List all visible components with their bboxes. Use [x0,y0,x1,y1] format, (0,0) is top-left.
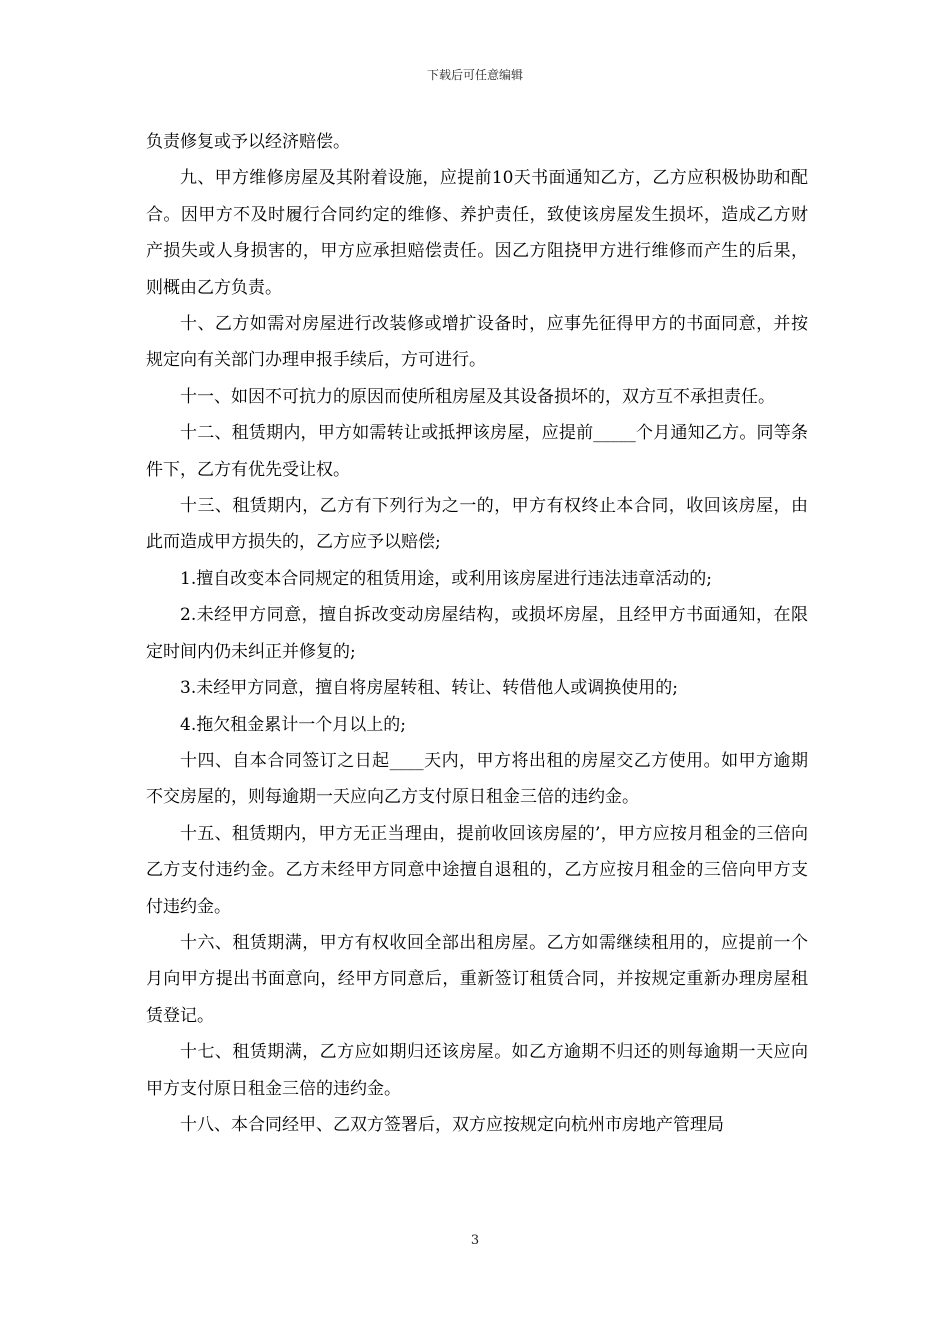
list-item-4: 4.拖欠租金累计一个月以上的; [180,714,406,735]
paragraph-clause-13: 十三、租赁期内，乙方有下列行为之一的，甲方有权终止本合同，收回该房屋，由此而造成甲方损失的，乙方应予以赔偿; [146,496,808,553]
page-header: 下载后可任意编辑 [426,68,523,82]
paragraph-clause-11: 十一、如因不可抗力的原因而使所租房屋及其设备损坏的，双方互不承担责任。 [180,386,775,407]
paragraph-clause-16: 十六、租赁期满，甲方有权收回全部出租房屋。乙方如需继续租用的，应提前一个月向甲方提出书面意向，经甲方同意后，重新签订租赁合同，并按规定重新办理房屋租赁登记。 [146,932,808,1026]
paragraph-clause-15: 十五、租赁期内，甲方无正当理由，提前收回该房屋的’，甲方应按月租金的三倍向乙方支付违约金。乙方未经甲方同意中途擅自退租的，乙方应按月租金的三倍向甲方支付违约金。 [146,823,808,917]
paragraph-clause-17: 十七、租赁期满，乙方应如期归还该房屋。如乙方逾期不归还的则每逾期一天应向甲方支付原日租金三倍的违约金。 [146,1042,808,1099]
page-number: 3 [470,1233,480,1248]
paragraph-clause-18: 十八、本合同经甲、乙双方签署后，双方应按规定向杭州市房地产管理局 [180,1114,724,1135]
paragraph-clause-12: 十二、租赁期内，甲方如需转让或抵押该房屋，应提前_____个月通知乙方。同等条件下，乙方有优先受让权。 [146,423,808,480]
paragraph: 负责修复或予以经济赔偿。 [146,132,350,152]
list-item-1: 1.擅自改变本合同规定的租赁用途，或利用该房屋进行违法违章活动的; [180,568,712,589]
paragraph-clause-10: 十、乙方如需对房屋进行改装修或增扩设备时，应事先征得甲方的书面同意，并按规定向有关部门办理申报手续后，方可进行。 [146,314,808,371]
document-body [146,124,808,1143]
list-item-3: 3.未经甲方同意，擅自将房屋转租、转让、转借他人或调换使用的; [180,678,678,699]
paragraph-clause-9: 九、甲方维修房屋及其附着设施，应提前10天书面通知乙方，乙方应积极协助和配合。因甲方不及时履行合同约定的维修、养护责任，致使该房屋发生损坏，造成乙方财产损失或人身损害的，甲方应承担赔偿责任。因乙方阻挠甲方进行维修而产生的后果，则概由乙方负责。 [146,168,808,298]
list-item-2: 2.未经甲方同意，擅自拆改变动房屋结构，或损坏房屋，且经甲方书面通知，在限定时间内仍未纠正并修复的; [146,605,808,662]
paragraph-clause-14: 十四、自本合同签订之日起____天内，甲方将出租的房屋交乙方使用。如甲方逾期不交房屋的，则每逾期一天应向乙方支付原日租金三倍的违约金。 [146,750,808,808]
